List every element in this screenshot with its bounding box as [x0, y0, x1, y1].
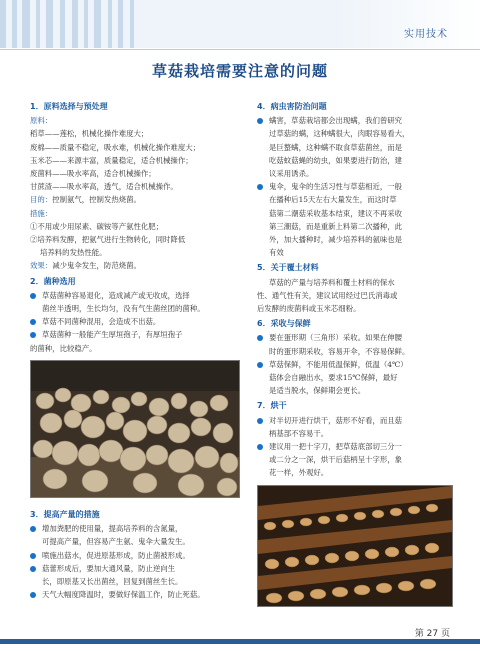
- bullet-item: [257, 358, 453, 398]
- bullet-text: 草菇保鲜，不能用低温保鲜，低温（4℃）: [269, 359, 408, 369]
- effect-line: [30, 259, 240, 272]
- bullet-text: 喷施出菇水，促进原基形成，防止菌被形成。: [42, 550, 190, 560]
- bullet-text: 吃菇蚊菇蝇的幼虫，如果要进行防治，建: [269, 155, 403, 165]
- bullet-text: 草菇菌种一般能产生厚垣孢子，有厚垣孢子: [42, 330, 183, 340]
- bullet-text: 螨害，草菇栽培都会出现螨，我们曾研究: [269, 116, 403, 126]
- section-heading: 2．菌种选用: [30, 276, 76, 286]
- section-heading: 3．提高产量的措施: [30, 510, 100, 520]
- material-line: 废菌料——吸水率高，适合机械操作；: [30, 169, 156, 179]
- bullet-item: [257, 114, 453, 180]
- material-line: 稻草——莲松，机械化操作难度大；: [30, 129, 149, 139]
- drying-rack-photo: [257, 485, 453, 607]
- material-line: 废棉——质量不稳定，吸水难，机械化操作难度大；: [30, 142, 200, 152]
- effect-label: 效果：: [30, 261, 53, 271]
- header-stripes-decoration: [0, 0, 150, 48]
- header-divider: [0, 49, 480, 50]
- bullet-text: 第三潮菇，而是重新上料第二次播种，此: [269, 221, 403, 231]
- section-heading: 7．烘干: [257, 401, 287, 411]
- bullet-item: [30, 562, 240, 588]
- page-number: 第 27 页: [414, 629, 450, 639]
- measure-line: ②培养料发酵，把氨气进行生物转化，同时降低: [30, 235, 186, 245]
- bullet-item: [30, 588, 240, 601]
- measure-label: 措施：: [30, 208, 53, 218]
- measure-line: ①不用或少用尿素、碳铵等产氨性化肥；: [30, 221, 164, 231]
- bullet-text: 在播种后15天左右大量发生，而这时草: [269, 195, 397, 205]
- bullet-text: 花一样，外观好。: [269, 468, 329, 478]
- section-heading: 4．病虫害防治问题: [257, 102, 327, 111]
- bullet-text: 鬼伞，鬼伞的生活习性与草菇相近，一般: [269, 182, 403, 192]
- goal-text: 控制氨气，控制发热烧菌。: [52, 195, 141, 205]
- bullet-text: 菌丝半透明，生长均匀，没有气生菌丝团的菌种。: [42, 304, 205, 314]
- article-title: 草菇栽培需要注意的问题: [151, 62, 328, 80]
- bullet-text: 建议用一把十字刀，把草菇底部切三分一: [269, 442, 403, 452]
- bullet-text: 草菇不同菌种混用，会造成不出菇。: [42, 317, 161, 327]
- bullet-text: 是适当脱水，保鲜期会更长。: [269, 386, 366, 396]
- bullet-item: [257, 331, 453, 357]
- measure-line: 培养料的发热性能。: [40, 248, 107, 258]
- bullet-item: [257, 180, 453, 259]
- bullet-text: 增加粪肥的使用量，提高培养料的含氮量，: [42, 524, 183, 534]
- bullet-item: [257, 440, 453, 480]
- material-line: 甘蔗渣——吸水率高，透气，适合机械操作。: [30, 182, 178, 192]
- bullet-item: [30, 522, 240, 548]
- effect-text: 减少鬼伞发生，防范烧菌。: [52, 261, 141, 271]
- bullet-text: 菇蕾形成后，要加大通风量，防止逆向生: [42, 563, 176, 573]
- right-column: [257, 98, 453, 615]
- bullet-text: 草菇菌种容易退化，造成减产或无收成，选择: [42, 290, 190, 300]
- section-heading: 1．原料选择与预处理: [30, 102, 108, 111]
- bullet-text: 时的蛋形期采收，容易开伞，不容易保鲜。: [269, 346, 410, 356]
- footer-bar: [0, 639, 480, 644]
- bullet-item: [30, 549, 240, 562]
- bullet-text: 议采用诱杀。: [269, 169, 314, 179]
- bullet-text: 柄基部不容易干。: [269, 428, 329, 438]
- bullet-text: 对半切开进行烘干，菇形不好看，而且菇: [269, 415, 403, 425]
- goal-line: [30, 193, 240, 206]
- bullet-text: 有效: [269, 248, 284, 258]
- bullet-text: 菇第二潮菇采收基本结束，建议不再采收: [269, 208, 403, 218]
- bullet-text: 或二分之一深，烘干后菇柄呈十字形，象: [269, 455, 403, 465]
- bullet-text: 可提高产量，但容易产生氨、鬼伞大量发生。: [42, 537, 190, 547]
- bullet-text: 要在蛋形期（三角形）采收。如果在伸腰: [269, 333, 403, 343]
- bullet-item: [30, 328, 240, 341]
- paragraph-line: 性、通气性有关，建议试用经过巴氏消毒或: [257, 290, 398, 300]
- paragraph-line: 后发酵的废菌料或玉米芯细粉。: [257, 304, 361, 314]
- paragraph-line: 草菇的产量与培养料和覆土材料的保水: [269, 277, 395, 287]
- section-heading: 6．采收与保鲜: [257, 319, 311, 329]
- section-label: 实用技术: [404, 29, 448, 40]
- bullet-text: 外，加大播种时，减少培养料的氨味也是: [269, 235, 403, 245]
- material-line: 玉米芯——来源丰富，质量稳定，适合机械操作；: [30, 155, 193, 165]
- bullet-text: 是巨螯螨，这种螨不取食草菇菌丝，而是: [269, 142, 403, 152]
- bullet-text: 天气大幅度降温时，要做好保温工作，防止死菇。: [42, 590, 205, 600]
- goal-label: 目的：: [30, 195, 53, 205]
- bullet-text: 菇体会自融出水，要求15℃保鲜，最好: [269, 373, 398, 383]
- subheading-materials: 原料：: [30, 116, 53, 126]
- mushroom-growing-photo: [30, 360, 240, 498]
- bullet-continuation: 的菌种，比较稳产。: [30, 343, 97, 353]
- bullet-text: 长，即原基又长出菌丝，回复到菌丝生长。: [42, 577, 183, 587]
- bullet-item: [30, 315, 240, 328]
- header-bar: [0, 0, 480, 48]
- section-heading: 5．关于覆土材料: [257, 263, 319, 273]
- bullet-item: [30, 289, 240, 315]
- left-column: [30, 98, 240, 601]
- bullet-item: [257, 414, 453, 440]
- bullet-text: 过草菇的螨，这种螨很大，肉眼容易看大，: [269, 129, 410, 139]
